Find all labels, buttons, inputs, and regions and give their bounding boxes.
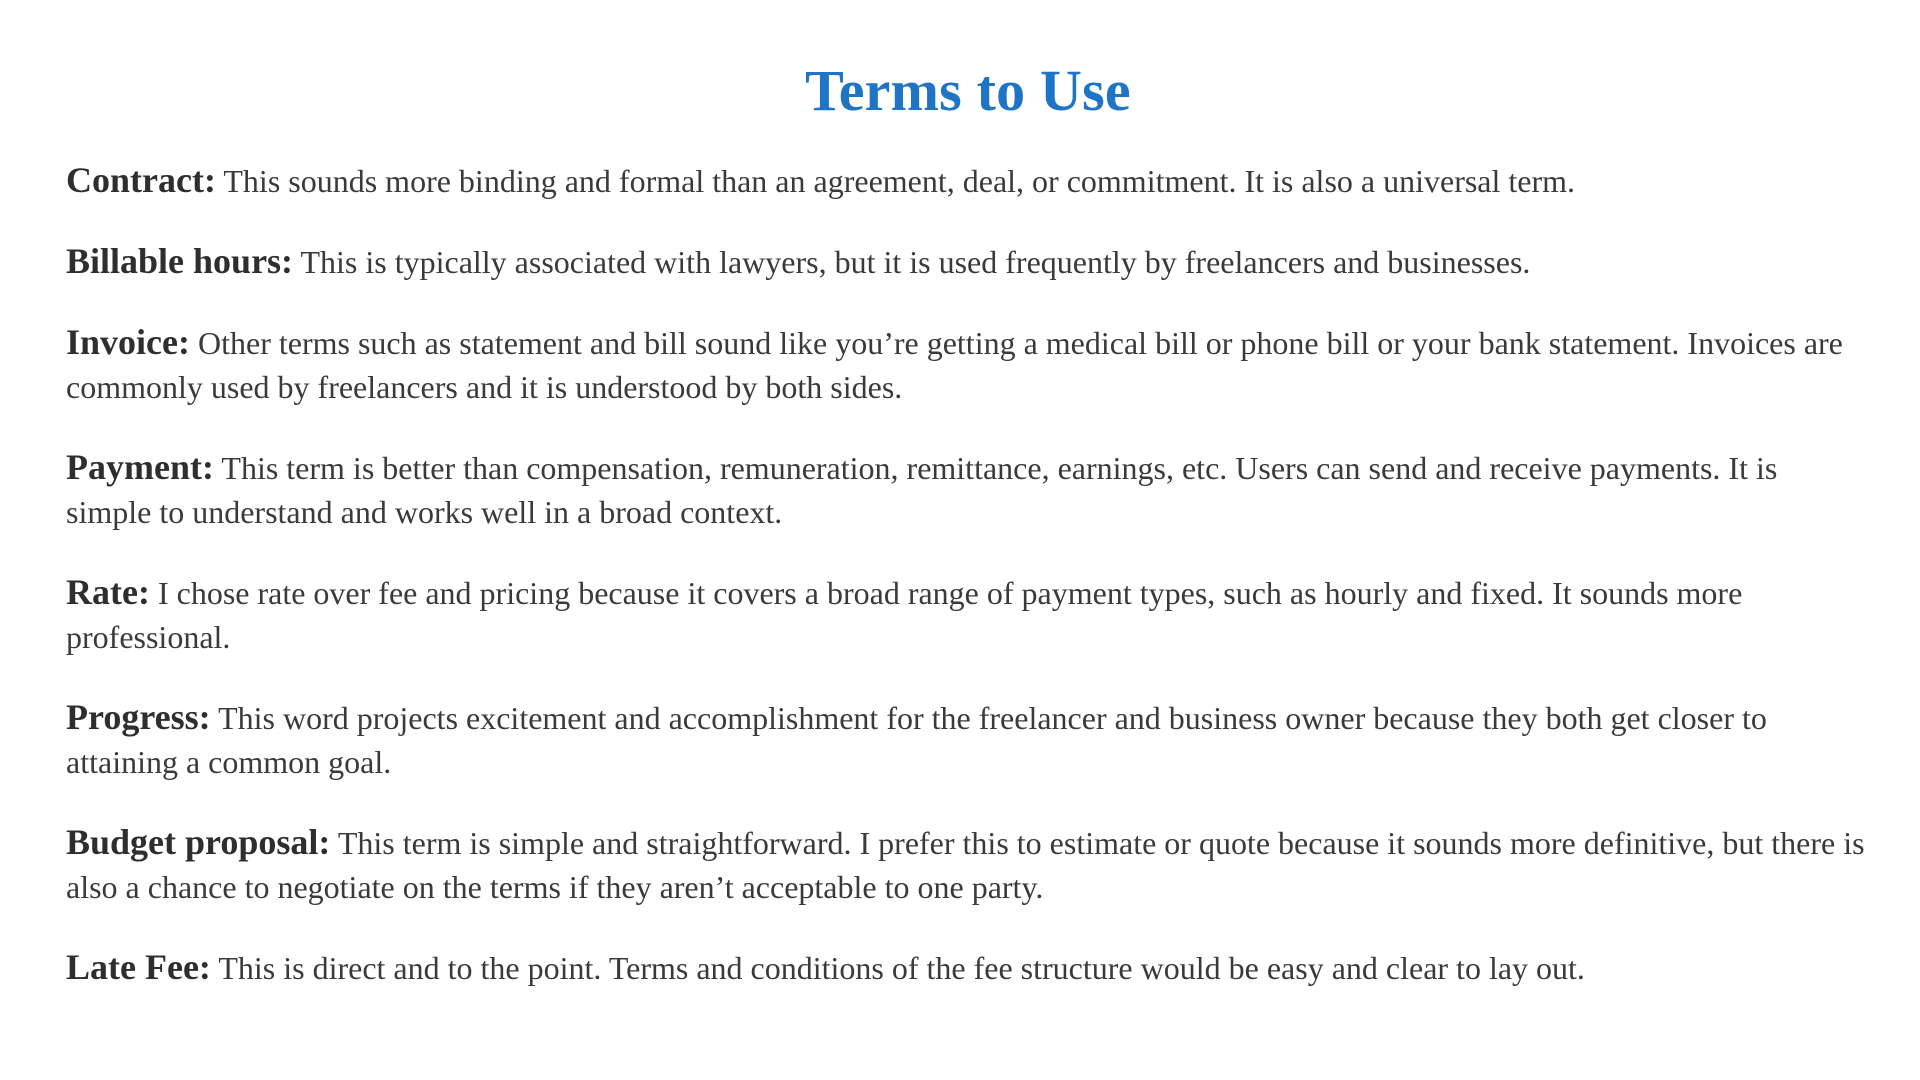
terms-list xyxy=(66,158,1870,990)
term-invoice xyxy=(66,320,1870,409)
term-name: Billable hours: xyxy=(66,241,294,281)
term-definition: This is direct and to the point. Terms and conditions of the fee structure would be easy and clear to lay out. xyxy=(218,950,1585,986)
term-name: Budget proposal: xyxy=(66,822,331,862)
term-budget-proposal xyxy=(66,820,1870,909)
term-rate xyxy=(66,570,1870,659)
term-definition: This sounds more binding and formal than an agreement, deal, or commitment. It is also a universal term. xyxy=(223,163,1576,199)
term-definition: This word projects excitement and accomplishment for the freelancer and business owner because they both get closer to attaining a common goal. xyxy=(66,700,1767,780)
term-late-fee xyxy=(66,945,1870,990)
term-definition: I chose rate over fee and pricing because it covers a broad range of payment types, such as hourly and fixed. It sounds more professional. xyxy=(66,575,1743,655)
term-definition: This term is simple and straightforward. I prefer this to estimate or quote because it sounds more definitive, but there is also a chance to negotiate on the terms if they aren’t acceptable to one party. xyxy=(66,825,1865,905)
term-payment xyxy=(66,445,1870,534)
term-name: Late Fee: xyxy=(66,947,211,987)
term-definition: Other terms such as statement and bill sound like you’re getting a medical bill or phone bill or your bank statement. Invoices are commonly used by freelancers and it is understood by both sides. xyxy=(66,325,1843,405)
term-progress xyxy=(66,695,1870,784)
term-name: Progress: xyxy=(66,697,211,737)
term-definition: This is typically associated with lawyers, but it is used frequently by freelancers and businesses. xyxy=(300,244,1531,280)
term-name: Invoice: xyxy=(66,322,190,362)
term-name: Rate: xyxy=(66,572,150,612)
term-billable-hours xyxy=(66,239,1870,284)
term-name: Contract: xyxy=(66,160,216,200)
term-definition: This term is better than compensation, remuneration, remittance, earnings, etc. Users can send and receive payments. It is simple to understand and works well in a broad context. xyxy=(66,450,1778,530)
term-name: Payment: xyxy=(66,447,214,487)
term-contract xyxy=(66,158,1870,203)
page-title: Terms to Use xyxy=(805,58,1131,123)
